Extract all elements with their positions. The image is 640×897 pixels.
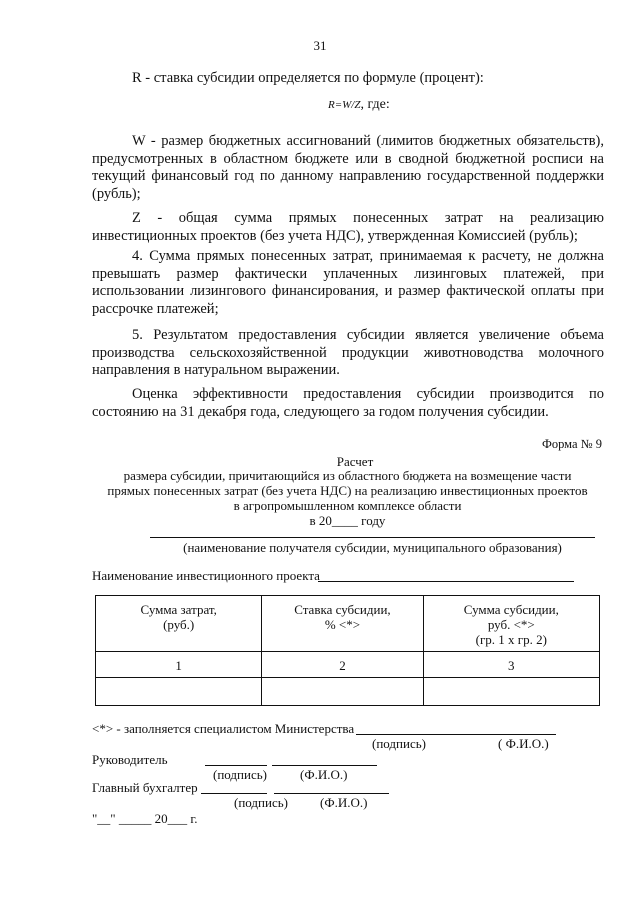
form-subtitle-1: размера субсидии, причитающийся из областного бюджета на возмещение части <box>123 468 572 483</box>
director-label: Руководитель <box>92 752 168 767</box>
column-number-1: 1 <box>96 652 262 678</box>
table-cell-empty <box>96 678 262 706</box>
paragraph-w: W - размер бюджетных ассигнований (лимитов бюджетных обязательств), предусмотренных в областном бюджете или в сводной бюджетной росписи на текущий финансовый год по данному направлению государственной поддержки (рубль); <box>92 133 604 202</box>
table-cell-empty <box>262 678 423 706</box>
form-subtitle-2: прямых понесенных затрат (без учета НДС) на реализацию инвестиционных проектов <box>107 483 588 498</box>
header-subsidy <box>423 596 599 652</box>
footnote: <*> - заполняется специалистом Министерства <box>92 721 355 736</box>
formula <box>328 97 390 113</box>
date-line: "__" _____ 20___ г. <box>92 811 198 826</box>
form-year: в 20____ году <box>309 513 386 528</box>
accountant-label: Главный бухгалтер <box>92 780 198 795</box>
header-cost-line-2: (руб.) <box>163 617 195 632</box>
table-cell-empty <box>423 678 599 706</box>
table-number-row <box>96 652 600 678</box>
header-rate <box>262 596 423 652</box>
header-subsidy-line-3: (гр. 1 х гр. 2) <box>475 632 547 647</box>
column-number-3: 3 <box>423 652 599 678</box>
form-subtitle-3: в агропромышленном комплексе области <box>233 498 462 513</box>
paragraph-z: Z - общая сумма прямых понесенных затрат на реализацию инвестиционных проектов (без учета НДС), утвержденная Комиссией (рубль); <box>92 210 604 244</box>
paragraph-5: 5. Результатом предоставления субсидии является увеличение объема производства сельскохозяйственной продукции животноводства молочного направления в натуральном выражении. <box>92 327 604 378</box>
director-fio-line <box>272 765 377 766</box>
ministry-signature-caption: (подпись) <box>372 736 426 751</box>
paragraph-4: 4. Сумма прямых понесенных затрат, принимаемая к расчету, не должна превышать размер фактически уплаченных лизинговых платежей, при использовании лизингового финансирования, и размер фактической оплаты при рассрочке платежей; <box>92 248 604 317</box>
recipient-line <box>150 537 595 538</box>
project-label: Наименование инвестиционного проекта <box>92 568 320 583</box>
table-header-row <box>96 596 600 652</box>
recipient-caption: (наименование получателя субсидии, муниципального образования) <box>183 540 562 555</box>
accountant-fio-caption: (Ф.И.О.) <box>320 795 368 810</box>
form-label: Форма № 9 <box>542 437 602 451</box>
header-subsidy-line-1: Сумма субсидии, <box>463 602 559 617</box>
director-fio-caption: (Ф.И.О.) <box>300 767 348 782</box>
table-row <box>96 678 600 706</box>
form-title: Расчет <box>336 454 374 469</box>
accountant-fio-line <box>274 793 389 794</box>
director-signature-line <box>205 765 267 766</box>
header-rate-line-1: Ставка субсидии, <box>294 602 391 617</box>
ministry-signature-line <box>356 734 556 735</box>
ministry-fio-caption: ( Ф.И.О.) <box>498 736 549 751</box>
header-cost-line-1: Сумма затрат, <box>140 602 217 617</box>
accountant-signature-caption: (подпись) <box>234 795 288 810</box>
page-number: 31 <box>313 38 327 53</box>
header-subsidy-line-2: руб. <*> <box>487 617 535 632</box>
header-cost <box>96 596 262 652</box>
accountant-signature-line <box>201 793 267 794</box>
formula-expression: R=W/Z <box>328 99 361 111</box>
calculation-table <box>95 595 600 706</box>
director-signature-caption: (подпись) <box>213 767 267 782</box>
formula-suffix: , где: <box>360 97 390 112</box>
column-number-2: 2 <box>262 652 423 678</box>
project-line <box>318 581 574 582</box>
formula-intro: R - ставка субсидии определяется по формуле (процент): <box>132 70 484 86</box>
header-rate-line-2: % <*> <box>324 617 361 632</box>
paragraph-evaluation: Оценка эффективности предоставления субсидии производится по состоянию на 31 декабря года, следующего за годом получения субсидии. <box>92 386 604 420</box>
